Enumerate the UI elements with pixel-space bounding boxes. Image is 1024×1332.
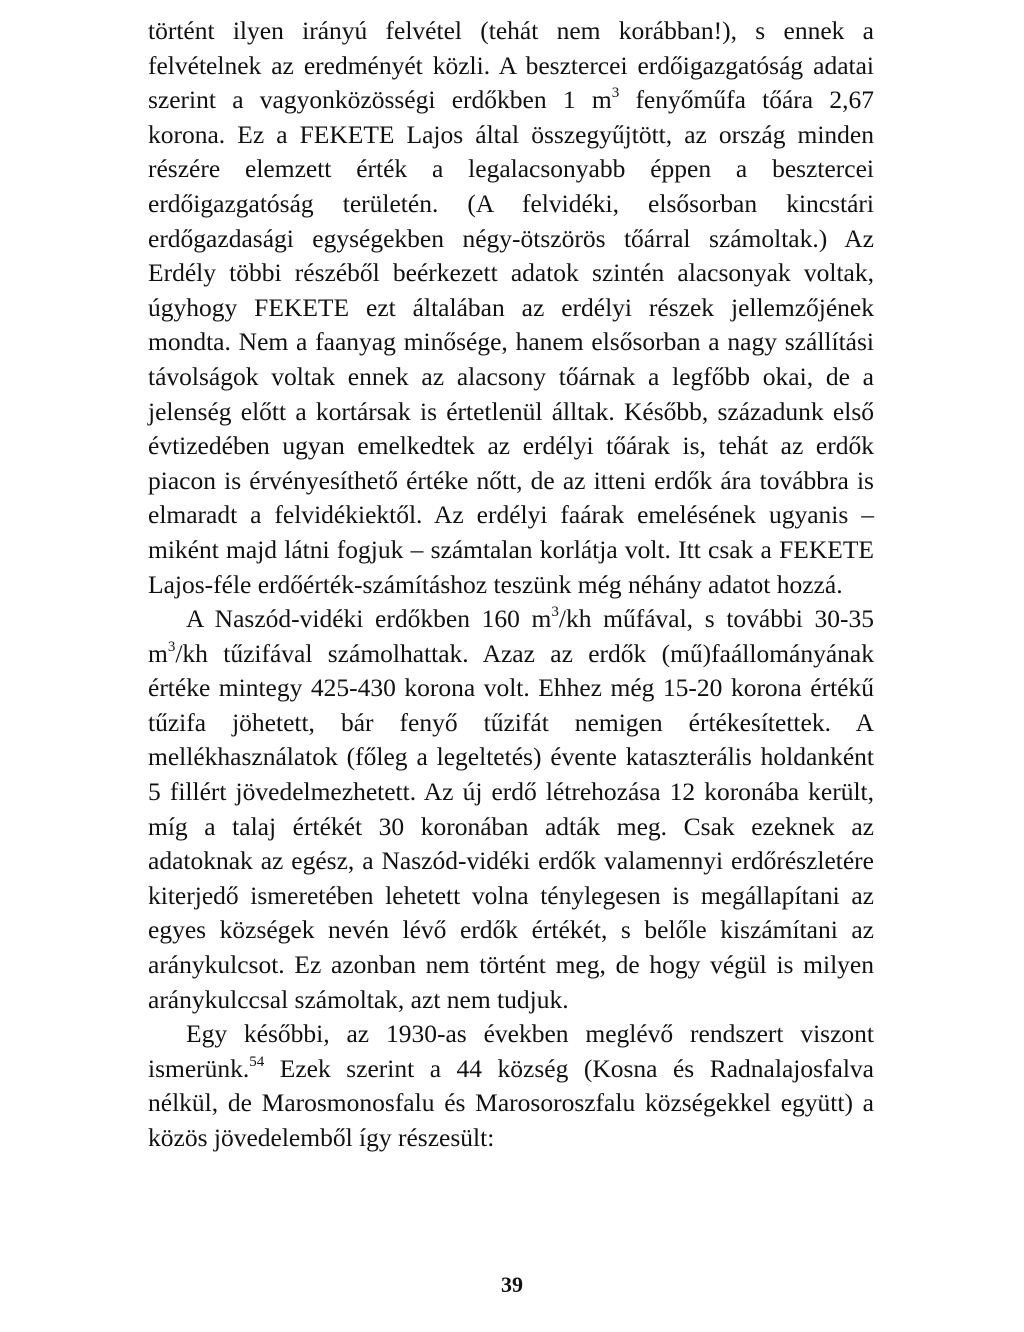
footnote-ref-54: 54 bbox=[249, 1053, 265, 1070]
page-number: 39 bbox=[501, 1272, 523, 1297]
superscript-cubic: 3 bbox=[611, 85, 620, 102]
paragraph-1-text-a: történt ilyen irányú felvétel (tehát nem korábban!), s ennek a felvételnek az eredményét közli. A besztercei erdőigazgatóság adatai szerint a vagyonközösségi erdőkben 1 m bbox=[148, 16, 874, 115]
paragraph-3-text-b: Ezek szerint a 44 község (Kosna és Radnalajosfalva nélkül, de Marosmonosfalu és Marosoroszfalu községekkel együtt) a közös jövedelemből így részesült: bbox=[148, 1053, 874, 1152]
superscript-cubic: 3 bbox=[551, 604, 559, 621]
paragraph-2-text-b: /kh műfával, s további 30-35 m bbox=[148, 604, 874, 668]
paragraph-3-text-a: Egy későbbi, az 1930-as években meglévő rendszert viszont ismerünk. bbox=[148, 1019, 874, 1083]
paragraph-3 bbox=[148, 1017, 874, 1155]
paragraph-1 bbox=[148, 14, 874, 602]
paragraph-2 bbox=[148, 602, 874, 1017]
page-body bbox=[148, 14, 874, 1156]
paragraph-2-text-a: A Naszód-vidéki erdőkben 160 m bbox=[186, 604, 552, 634]
paragraph-2-text-c: /kh tűzifával számolhattak. Azaz az erdők (mű)faállományának értéke mintegy 425-430 korona volt. Ehhez még 15-20 korona értékű tűzifa jöhetett, bár fenyő tűzifát nemigen értékesítettek. A mellékhasználatok (főleg a legeltetés) évente kataszterális holdanként 5 fillért jövedelmezhetett. Az új erdő létrehozása 12 koronába került, míg a talaj értékét 30 koronában adták meg. Csak ezeknek az adatoknak az egész, a Naszód-vidéki erdők valamennyi erdőrészletére kiterjedő ismeretében lehetett volna ténylegesen is megállapítani az egyes községek nevén lévő erdők értékét, s belőle kiszámítani az aránykulcsot. Ez azonban nem történt meg, de hogy végül is milyen aránykulccsal számoltak, azt nem tudjuk. bbox=[148, 638, 874, 1014]
superscript-cubic: 3 bbox=[167, 638, 176, 655]
paragraph-1-text-b: fenyőműfa tőára 2,67 korona. Ez a FEKETE Lajos által összegyűjtött, az ország minden részére elemzett érték a legalacsonyabb éppen a besztercei erdőigazgatóság területén. (A felvidéki, elsősorban kincstári erdőgazdasági egységekben négy-ötszörös tőárral számoltak.) Az Erdély többi részéből beérkezett adatok szintén alacsonyak voltak, úgyhogy FEKETE ezt általában az erdélyi részek jellemzőjének mondta. Nem a faanyag minősége, hanem elsősorban a nagy szállítási távolságok voltak ennek az alacsony tőárnak a legfőbb okai, de a jelenség előtt a kortársak is értetlenül álltak. Később, századunk első évtizedében ugyan emelkedtek az erdélyi tőárak is, tehát az erdők piacon is érvényesíthető értéke nőtt, de az itteni erdők ára továbbra is elmaradt a felvidékiektől. Az erdélyi faárak emelésének ugyanis – miként majd látni fogjuk – számtalan korlátja volt. Itt csak a FEKETE Lajos-féle erdőérték-számításhoz teszünk még néhány adatot hozzá. bbox=[148, 85, 875, 599]
